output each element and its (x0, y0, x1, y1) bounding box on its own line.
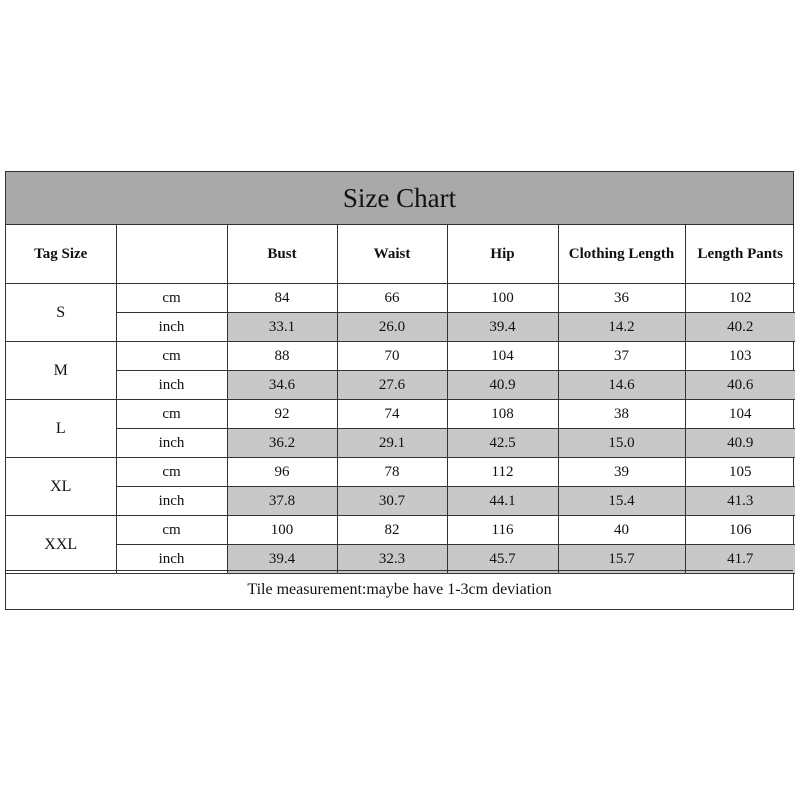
size-label: L (6, 400, 116, 458)
table-cell: 103 (685, 342, 795, 371)
table-cell: 14.2 (558, 313, 685, 342)
table-cell: 106 (685, 516, 795, 545)
unit-label: inch (116, 429, 227, 458)
table-cell: 40 (558, 516, 685, 545)
table-cell: 34.6 (227, 371, 337, 400)
column-header: Waist (337, 225, 447, 284)
table-cell: 116 (447, 516, 558, 545)
table-row (6, 487, 795, 516)
table-cell: 42.5 (447, 429, 558, 458)
table-cell: 40.9 (447, 371, 558, 400)
table-cell: 36 (558, 284, 685, 313)
table-cell: 100 (227, 516, 337, 545)
table-cell: 70 (337, 342, 447, 371)
table-row (6, 400, 795, 429)
unit-label: cm (116, 458, 227, 487)
table-cell: 15.7 (558, 545, 685, 574)
table-cell: 84 (227, 284, 337, 313)
table-cell: 44.1 (447, 487, 558, 516)
unit-label: cm (116, 342, 227, 371)
size-table (6, 225, 795, 574)
unit-label: inch (116, 313, 227, 342)
table-cell: 92 (227, 400, 337, 429)
chart-title: Size Chart (6, 172, 793, 225)
table-cell: 104 (447, 342, 558, 371)
table-cell: 78 (337, 458, 447, 487)
size-label: S (6, 284, 116, 342)
table-cell: 33.1 (227, 313, 337, 342)
table-cell: 27.6 (337, 371, 447, 400)
size-label: XL (6, 458, 116, 516)
table-cell: 37.8 (227, 487, 337, 516)
table-row (6, 313, 795, 342)
table-cell: 26.0 (337, 313, 447, 342)
unit-label: inch (116, 487, 227, 516)
table-cell: 100 (447, 284, 558, 313)
table-cell: 112 (447, 458, 558, 487)
table-cell: 96 (227, 458, 337, 487)
unit-label: cm (116, 400, 227, 429)
table-cell: 29.1 (337, 429, 447, 458)
table-cell: 82 (337, 516, 447, 545)
unit-label: cm (116, 284, 227, 313)
table-cell: 108 (447, 400, 558, 429)
table-cell: 41.3 (685, 487, 795, 516)
table-cell: 30.7 (337, 487, 447, 516)
column-header: Hip (447, 225, 558, 284)
table-cell: 74 (337, 400, 447, 429)
table-cell: 45.7 (447, 545, 558, 574)
table-cell: 15.0 (558, 429, 685, 458)
column-header: Bust (227, 225, 337, 284)
size-label: XXL (6, 516, 116, 574)
size-chart (5, 171, 794, 610)
table-cell: 39 (558, 458, 685, 487)
table-cell: 104 (685, 400, 795, 429)
column-header (116, 225, 227, 284)
table-cell: 15.4 (558, 487, 685, 516)
table-row (6, 342, 795, 371)
table-cell: 105 (685, 458, 795, 487)
table-cell: 37 (558, 342, 685, 371)
header-row (6, 225, 795, 284)
size-label: M (6, 342, 116, 400)
column-header: Clothing Length (558, 225, 685, 284)
unit-label: cm (116, 516, 227, 545)
table-row (6, 371, 795, 400)
table-cell: 88 (227, 342, 337, 371)
table-cell: 66 (337, 284, 447, 313)
table-row (6, 284, 795, 313)
table-cell: 32.3 (337, 545, 447, 574)
unit-label: inch (116, 371, 227, 400)
unit-label: inch (116, 545, 227, 574)
table-cell: 14.6 (558, 371, 685, 400)
column-header: Tag Size (6, 225, 116, 284)
table-cell: 40.2 (685, 313, 795, 342)
column-header: Length Pants (685, 225, 795, 284)
table-row (6, 429, 795, 458)
footer-note: Tile measurement:maybe have 1-3cm deviation (6, 570, 793, 609)
table-cell: 36.2 (227, 429, 337, 458)
table-cell: 38 (558, 400, 685, 429)
table-cell: 40.6 (685, 371, 795, 400)
table-cell: 39.4 (447, 313, 558, 342)
table-row (6, 516, 795, 545)
table-cell: 41.7 (685, 545, 795, 574)
table-cell: 102 (685, 284, 795, 313)
table-row (6, 458, 795, 487)
table-cell: 39.4 (227, 545, 337, 574)
table-cell: 40.9 (685, 429, 795, 458)
